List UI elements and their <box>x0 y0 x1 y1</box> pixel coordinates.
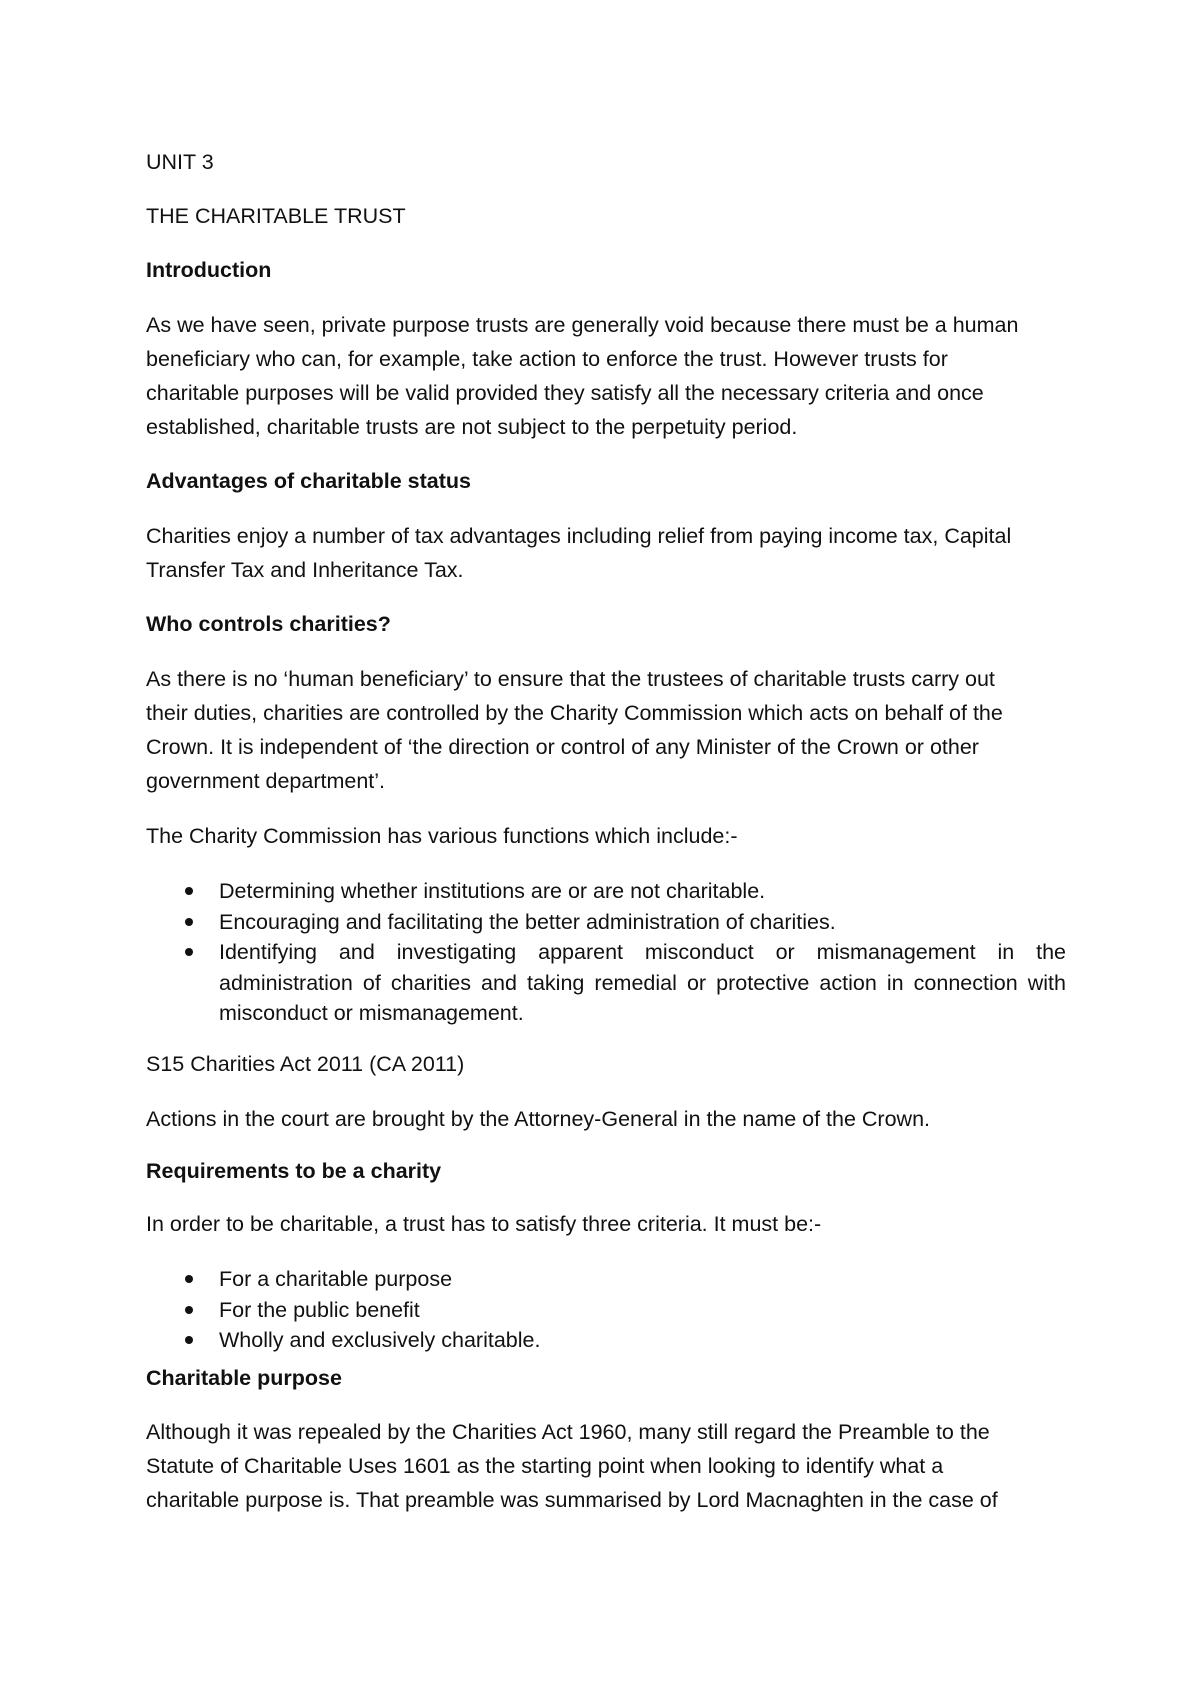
intro-line: established, charitable trusts are not subject to the perpetuity period. <box>146 415 798 439</box>
requirements-intro: In order to be charitable, a trust has to satisfy three criteria. It must be:- <box>146 1212 822 1236</box>
requirement-item: For a charitable purpose <box>146 1264 1066 1295</box>
advantages-line: Transfer Tax and Inheritance Tax. <box>146 558 464 582</box>
intro-line: charitable purposes will be valid provided they satisfy all the necessary criteria and once <box>146 381 984 405</box>
advantages-paragraph <box>146 519 1066 587</box>
actions-text: Actions in the court are brought by the Attorney-General in the name of the Crown. <box>146 1107 930 1131</box>
functions-intro: The Charity Commission has various functions which include:- <box>146 824 738 848</box>
controls-paragraph <box>146 662 1066 798</box>
intro-line: As we have seen, private purpose trusts are generally void because there must be a human <box>146 313 1019 337</box>
function-item: Determining whether institutions are or are not charitable. <box>146 876 1066 907</box>
functions-list <box>146 876 1066 1029</box>
intro-paragraph <box>146 308 1066 444</box>
statute-reference: S15 Charities Act 2011 (CA 2011) <box>146 1052 465 1076</box>
purpose-line: Although it was repealed by the Charities Act 1960, many still regard the Preamble to the <box>146 1420 990 1444</box>
function-item: Identifying and investigating apparent misconduct or mismanagement in the administration of charities and taking remedial or protective action in connection with misconduct or mismanagement. <box>146 937 1066 1029</box>
purpose-line: Statute of Charitable Uses 1601 as the starting point when looking to identify what a <box>146 1454 944 1478</box>
controls-line: their duties, charities are controlled by the Charity Commission which acts on behalf of the <box>146 701 1003 725</box>
heading-charitable-purpose: Charitable purpose <box>146 1366 342 1390</box>
heading-advantages: Advantages of charitable status <box>146 469 471 493</box>
controls-line: As there is no ‘human beneficiary’ to ensure that the trustees of charitable trusts carry out <box>146 667 995 691</box>
controls-line: government department’. <box>146 769 386 793</box>
heading-introduction: Introduction <box>146 258 272 282</box>
controls-line: Crown. It is independent of ‘the direction or control of any Minister of the Crown or other <box>146 735 979 759</box>
heading-controls: Who controls charities? <box>146 612 391 636</box>
purpose-paragraph <box>146 1415 1066 1517</box>
requirement-item: For the public benefit <box>146 1295 1066 1326</box>
intro-line: beneficiary who can, for example, take action to enforce the trust. However trusts for <box>146 347 948 371</box>
requirement-item: Wholly and exclusively charitable. <box>146 1325 1066 1356</box>
purpose-line: charitable purpose is. That preamble was summarised by Lord Macnaghten in the case of <box>146 1488 998 1512</box>
function-item: Encouraging and facilitating the better administration of charities. <box>146 907 1066 938</box>
unit-label: UNIT 3 <box>146 150 214 174</box>
advantages-line: Charities enjoy a number of tax advantages including relief from paying income tax, Capital <box>146 524 1012 548</box>
document-title: THE CHARITABLE TRUST <box>146 204 406 228</box>
heading-requirements: Requirements to be a charity <box>146 1159 442 1183</box>
requirements-list <box>146 1264 1066 1356</box>
